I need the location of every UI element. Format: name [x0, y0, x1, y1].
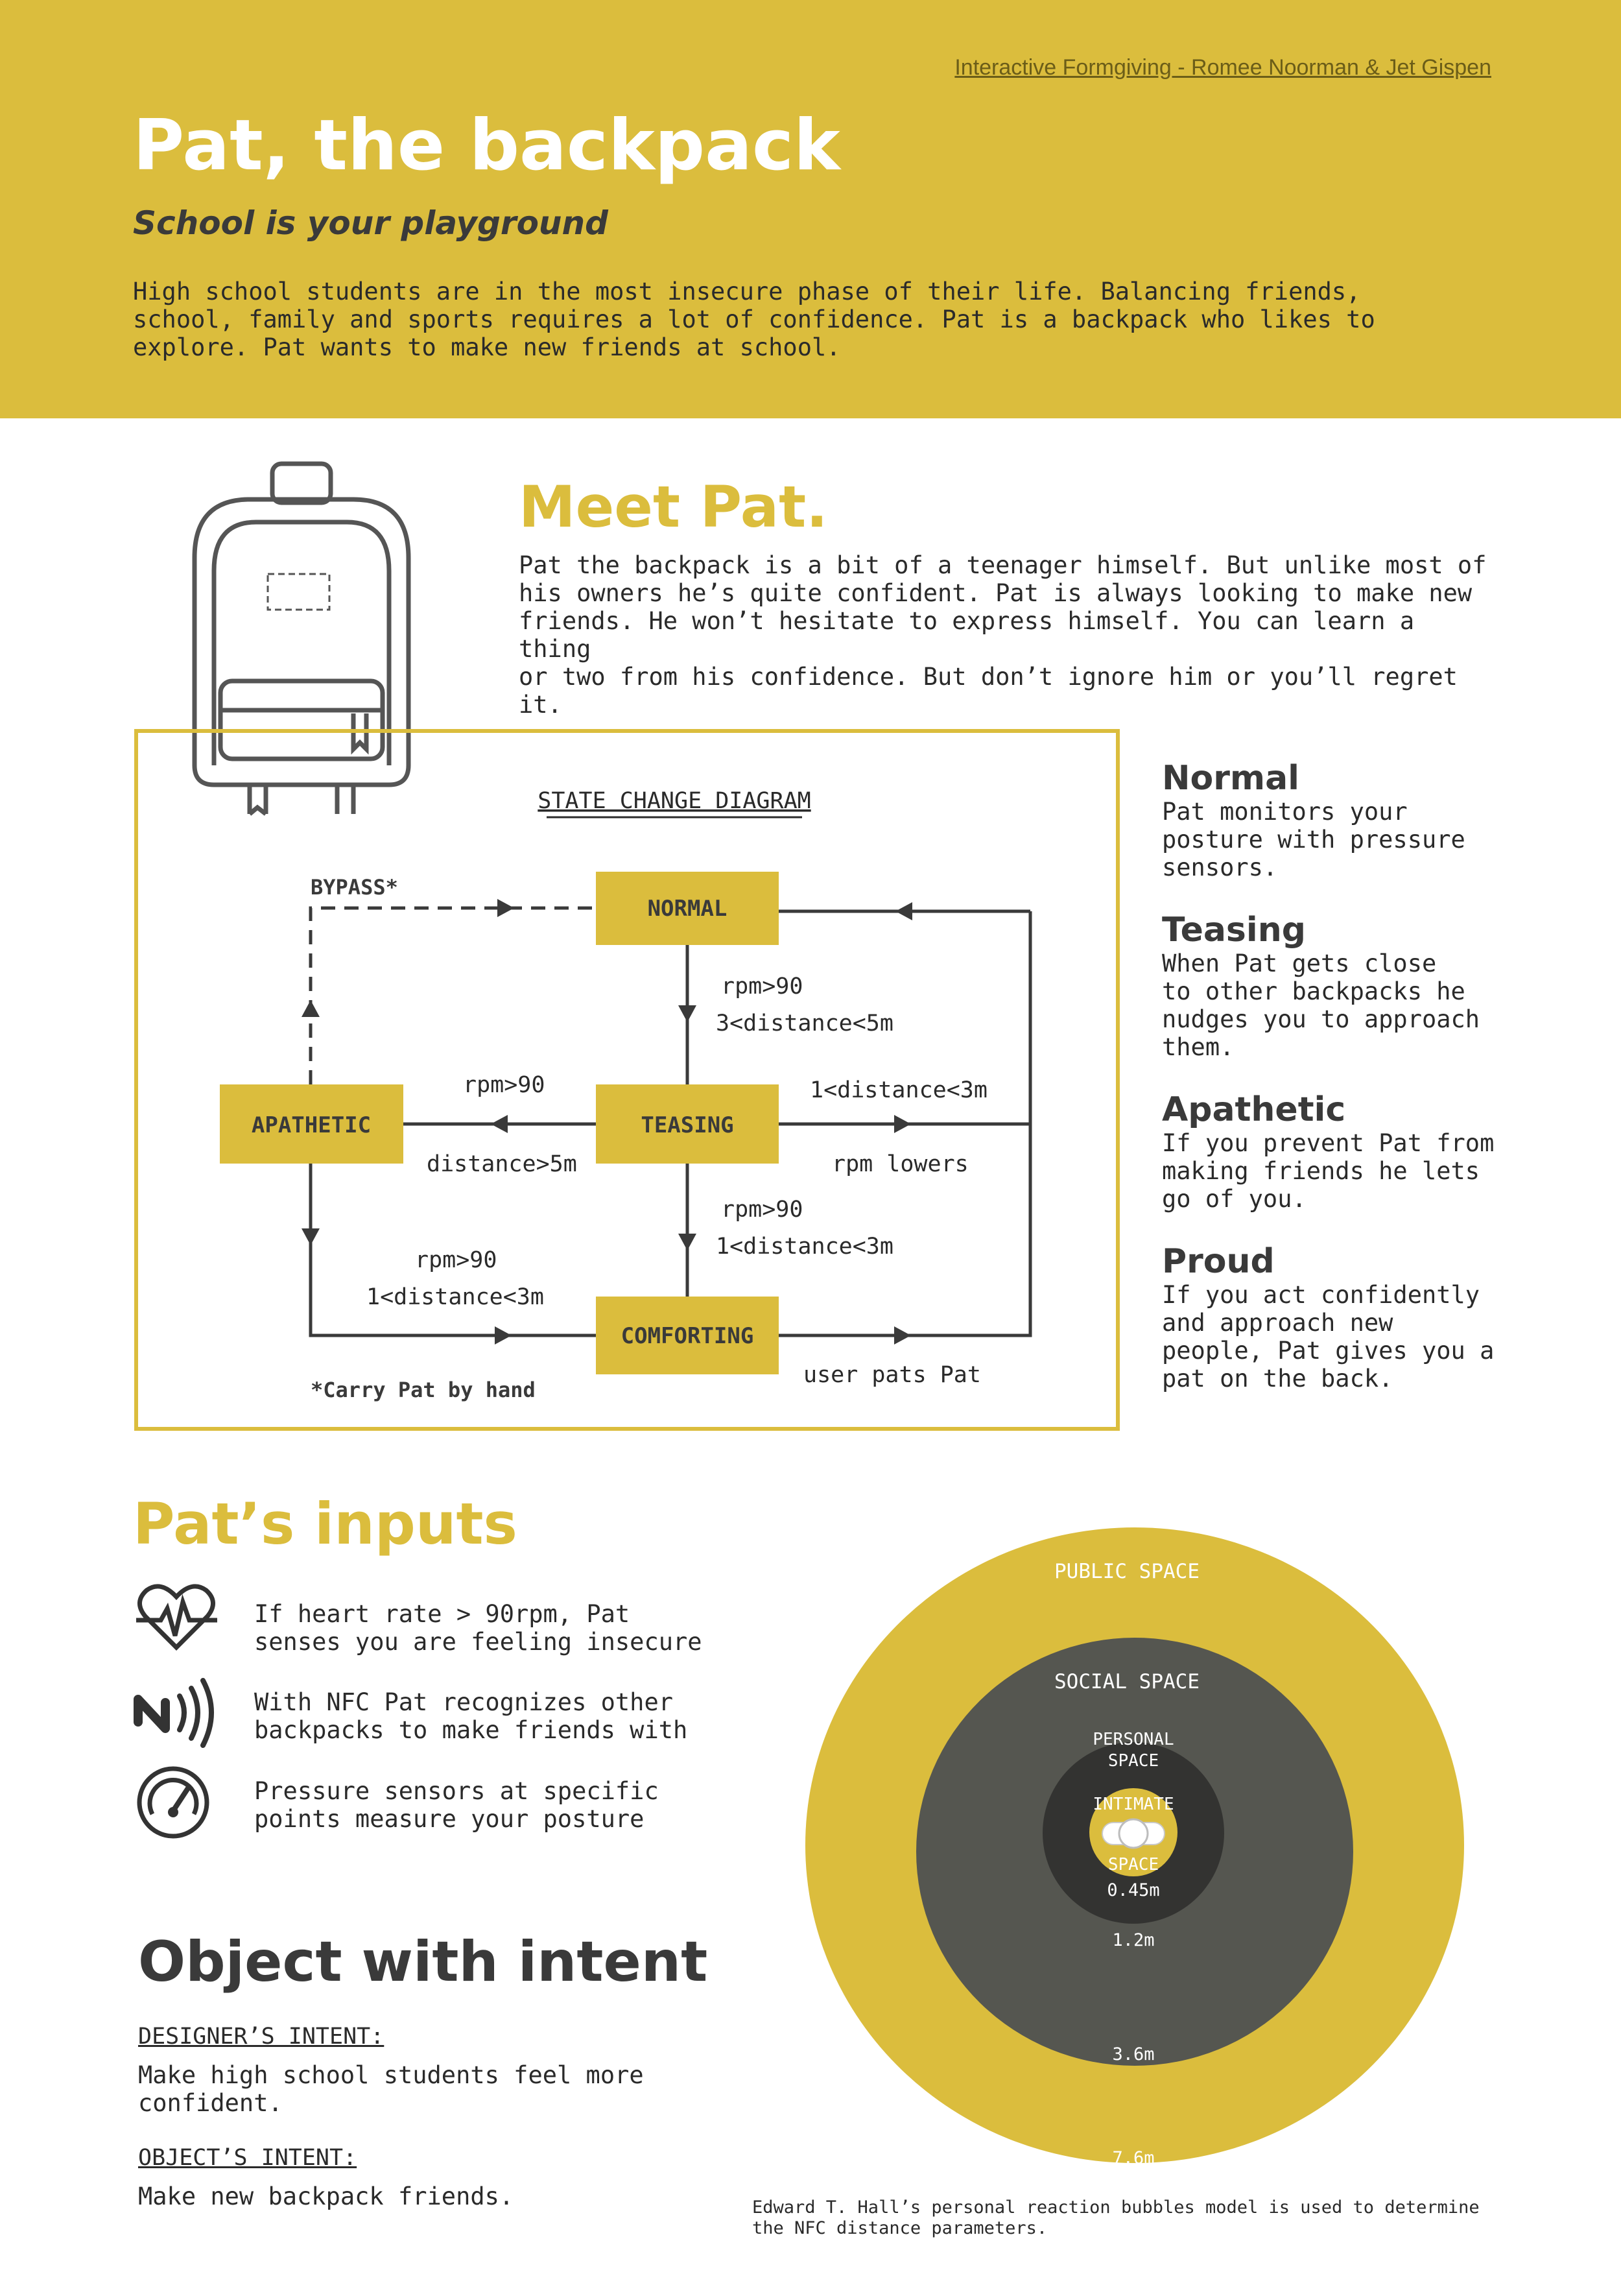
- transition-label: 1<distance<3m: [366, 1284, 544, 1310]
- personal-space-label: PERSONAL: [1093, 1730, 1174, 1749]
- designer-intent-text: Make high school students feel more confident.: [138, 2061, 644, 2117]
- nfc-icon: [133, 1677, 217, 1748]
- intro-paragraph: High school students are in the most insecure phase of their life. Balancing friends, school, family and sports requires a lot of confidence. Pat is a backpack who likes to explore. Pat wants to make new friends at school.: [133, 278, 1375, 361]
- personal-space-label-2: SPACE: [1107, 1751, 1159, 1771]
- input-heart-text: If heart rate > 90rpm, Pat senses you are feeling insecure: [254, 1600, 702, 1656]
- social-distance: 3.6m: [1112, 2044, 1155, 2064]
- page-subtitle: School is your playground: [133, 204, 608, 242]
- input-nfc-text: With NFC Pat recognizes other backpacks to make friends with: [254, 1688, 688, 1744]
- input-pressure-text: Pressure sensors at specific points measure your posture: [254, 1777, 659, 1833]
- gauge-icon: [136, 1765, 211, 1840]
- transition-label: rpm>90: [463, 1072, 545, 1098]
- transition-label: rpm lowers: [832, 1151, 969, 1177]
- person-icon: [1102, 1819, 1165, 1848]
- heart-rate-icon: [136, 1583, 217, 1654]
- credit-line: Interactive Formgiving - Romee Noorman & Jet Gispen: [954, 55, 1491, 80]
- intimate-distance: 0.45m: [1107, 1880, 1160, 1900]
- object-intent-label: OBJECT’S INTENT:: [138, 2145, 357, 2171]
- diagram-footnote: *Carry Pat by hand: [311, 1378, 536, 1402]
- bubbles-caption: Edward T. Hall’s personal reaction bubbles model is used to determine the NFC distance parameters.: [752, 2197, 1480, 2238]
- meet-title: Meet Pat.: [519, 473, 828, 540]
- transition-label: distance>5m: [427, 1151, 577, 1177]
- personal-distance: 1.2m: [1112, 1930, 1155, 1950]
- intent-title: Object with intent: [138, 1930, 708, 1994]
- intimate-space-label-2: SPACE: [1107, 1855, 1159, 1874]
- state-apathetic-label: APATHETIC: [251, 1112, 372, 1138]
- state-comforting-label: COMFORTING: [621, 1323, 754, 1349]
- transition-label: rpm>90: [415, 1247, 497, 1273]
- legend-normal-title: Normal: [1162, 759, 1299, 798]
- states-legend: [1162, 759, 1551, 1393]
- transition-label: rpm>90: [721, 1197, 803, 1223]
- legend-teasing-title: Teasing: [1162, 911, 1306, 950]
- legend-normal-desc: Pat monitors your posture with pressure sensors.: [1162, 798, 1465, 881]
- legend-proud-desc: If you act confidently and approach new people, Pat gives you a pat on the back.: [1162, 1281, 1495, 1393]
- state-normal-label: NORMAL: [647, 896, 728, 922]
- object-intent-text: Make new backpack friends.: [138, 2182, 514, 2210]
- reaction-bubbles-diagram: [798, 1521, 1472, 2170]
- inputs-title: Pat’s inputs: [133, 1490, 517, 1557]
- transition-label: 1<distance<3m: [716, 1234, 893, 1260]
- page-title: Pat, the backpack: [133, 105, 840, 186]
- transition-label: 1<distance<3m: [810, 1077, 988, 1103]
- legend-teasing-desc: When Pat gets close to other backpacks he nudges you to approach them.: [1162, 950, 1480, 1061]
- transition-label: rpm>90: [721, 974, 803, 999]
- transition-label: user pats Pat: [803, 1362, 981, 1388]
- meet-body: Pat the backpack is a bit of a teenager himself. But unlike most of his owners he’s quite confident. Pat is always looking to make new friends. He won’t hesitate to express himself. You can learn a thing or two from his confidence. But don’t ignore him or you’ll regret it.: [519, 551, 1487, 719]
- state-teasing-label: TEASING: [641, 1112, 734, 1138]
- diagram-title: STATE CHANGE DIAGRAM: [538, 788, 811, 814]
- legend-proud-title: Proud: [1162, 1242, 1275, 1281]
- bypass-label: BYPASS*: [311, 875, 398, 900]
- legend-apathetic-title: Apathetic: [1162, 1090, 1346, 1129]
- intimate-space-label: INTIMATE: [1093, 1795, 1174, 1814]
- state-change-diagram: [134, 729, 1120, 1431]
- social-space-label: SOCIAL SPACE: [1054, 1670, 1200, 1693]
- public-space-label: PUBLIC SPACE: [1054, 1560, 1200, 1583]
- legend-apathetic-desc: If you prevent Pat from making friends he lets go of you.: [1162, 1129, 1495, 1213]
- designer-intent-label: DESIGNER’S INTENT:: [138, 2024, 385, 2050]
- transition-label: 3<distance<5m: [716, 1010, 893, 1036]
- public-distance: 7.6m: [1112, 2148, 1155, 2168]
